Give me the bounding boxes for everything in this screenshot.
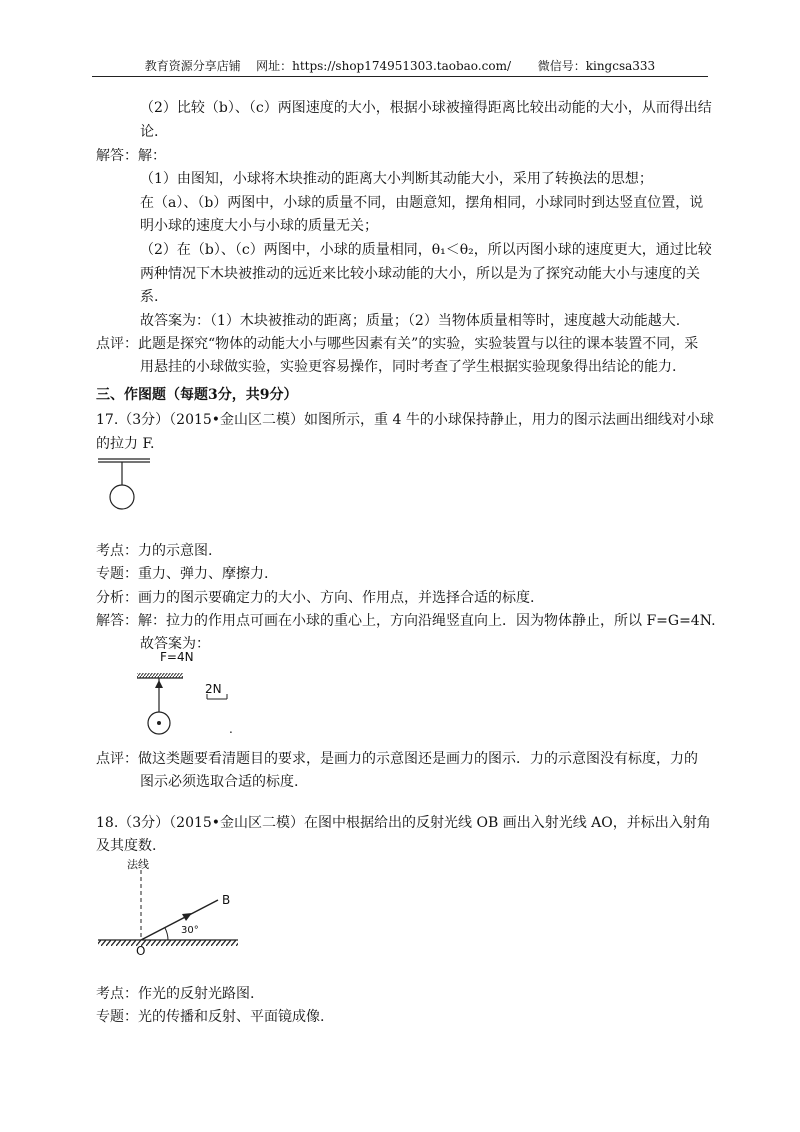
question-18: 18.（3分）（2015•金山区二模）在图中根据给出的反射光线 OB 画出入射光线 AO，并标出入射角 (96, 815, 711, 831)
question-18-cont: 及其度数. (96, 838, 157, 854)
reflection-diagram (96, 868, 246, 958)
dianping-17: 点评：做这类题要看清题目的要求，是画力的示意图还是画力的图示．力的示意图没有标度，力的 (96, 751, 698, 767)
wechat-label: 微信号： (537, 59, 586, 73)
force-label: F=4N (160, 650, 194, 664)
point-o-label: O (136, 944, 146, 958)
scale-label: 2N (205, 682, 222, 696)
text-line: （2）在（b）、（c）两图中，小球的质量相同，θ₁＜θ₂，所以丙图小球的速度更大，通过比较 (140, 242, 712, 258)
text-line: 故答案为：（1）木块被推动的距离；质量；（2）当物体质量相等时，速度越大动能越大. (140, 313, 681, 329)
url-label: 网址： (256, 59, 293, 73)
figure-period: . (229, 722, 233, 736)
wechat-id: kingcsa333 (585, 59, 656, 73)
kaodian-18: 考点：作光的反射光路图. (96, 986, 255, 1002)
question-17: 17.（3分）（2015•金山区二模）如图所示，重 4 牛的小球保持静止，用力的图示法画出细线对小球 (96, 412, 714, 428)
answer-17-label: 故答案为： (140, 636, 210, 652)
text-line: 论. (140, 124, 159, 140)
page-header (0, 57, 800, 74)
force-diagram (135, 668, 235, 740)
text-line: （2）比较（b）、（c）两图速度的大小，根据小球被撞得距离比较出动能的大小，从而得出结 (140, 100, 712, 116)
normal-label: 法线 (127, 858, 149, 871)
zhuanti-17: 专题：重力、弹力、摩擦力. (96, 566, 269, 582)
text-line: 解答：解： (96, 148, 166, 164)
text-line: 明小球的速度大小与小球的质量无关； (140, 218, 378, 234)
fenxi-17: 分析：画力的图示要确定力的大小、方向、作用点，并选择合适的标度. (96, 590, 535, 606)
jieda-17: 解答：解：拉力的作用点可画在小球的重心上，方向沿绳竖直向上．因为物体静止，所以 F=G=4N. (96, 613, 716, 629)
text-line: 在（a）、（b）两图中，小球的质量不同，由题意知，摆角相同，小球同时到达竖直位置，说 (140, 195, 704, 211)
dianping-17-cont: 图示必须选取合适的标度. (140, 774, 299, 790)
text-line: （1）由图知，小球将木块推动的距离大小判断其动能大小，采用了转换法的思想； (140, 171, 653, 187)
point-b-label: B (222, 893, 231, 907)
shop-name: 教育资源分享店铺 (144, 59, 241, 73)
text-line: 用悬挂的小球做实验，实验更容易操作，同时考查了学生根据实验现象得出结论的能力. (140, 359, 677, 375)
angle-label: 30° (181, 925, 199, 936)
section-heading: 三、作图题（每题3分，共9分） (96, 387, 298, 403)
text-line: 两种情况下木块被推动的远近来比较小球动能的大小，所以是为了探究动能大小与速度的关 (140, 266, 700, 282)
kaodian-17: 考点：力的示意图. (96, 543, 213, 559)
header-divider (92, 76, 708, 77)
text-line: 点评：此题是探究“物体的动能大小与哪些因素有关”的实验，实验装置与以往的课本装置不同，采 (96, 336, 699, 352)
zhuanti-18: 专题：光的传播和反射、平面镜成像. (96, 1009, 325, 1025)
shop-url[interactable]: https://shop174951303.taobao.com/ (292, 59, 511, 73)
text-line: 系. (140, 289, 159, 305)
question-17-cont: 的拉力 F. (96, 436, 155, 452)
hanging-ball-figure (96, 455, 166, 520)
